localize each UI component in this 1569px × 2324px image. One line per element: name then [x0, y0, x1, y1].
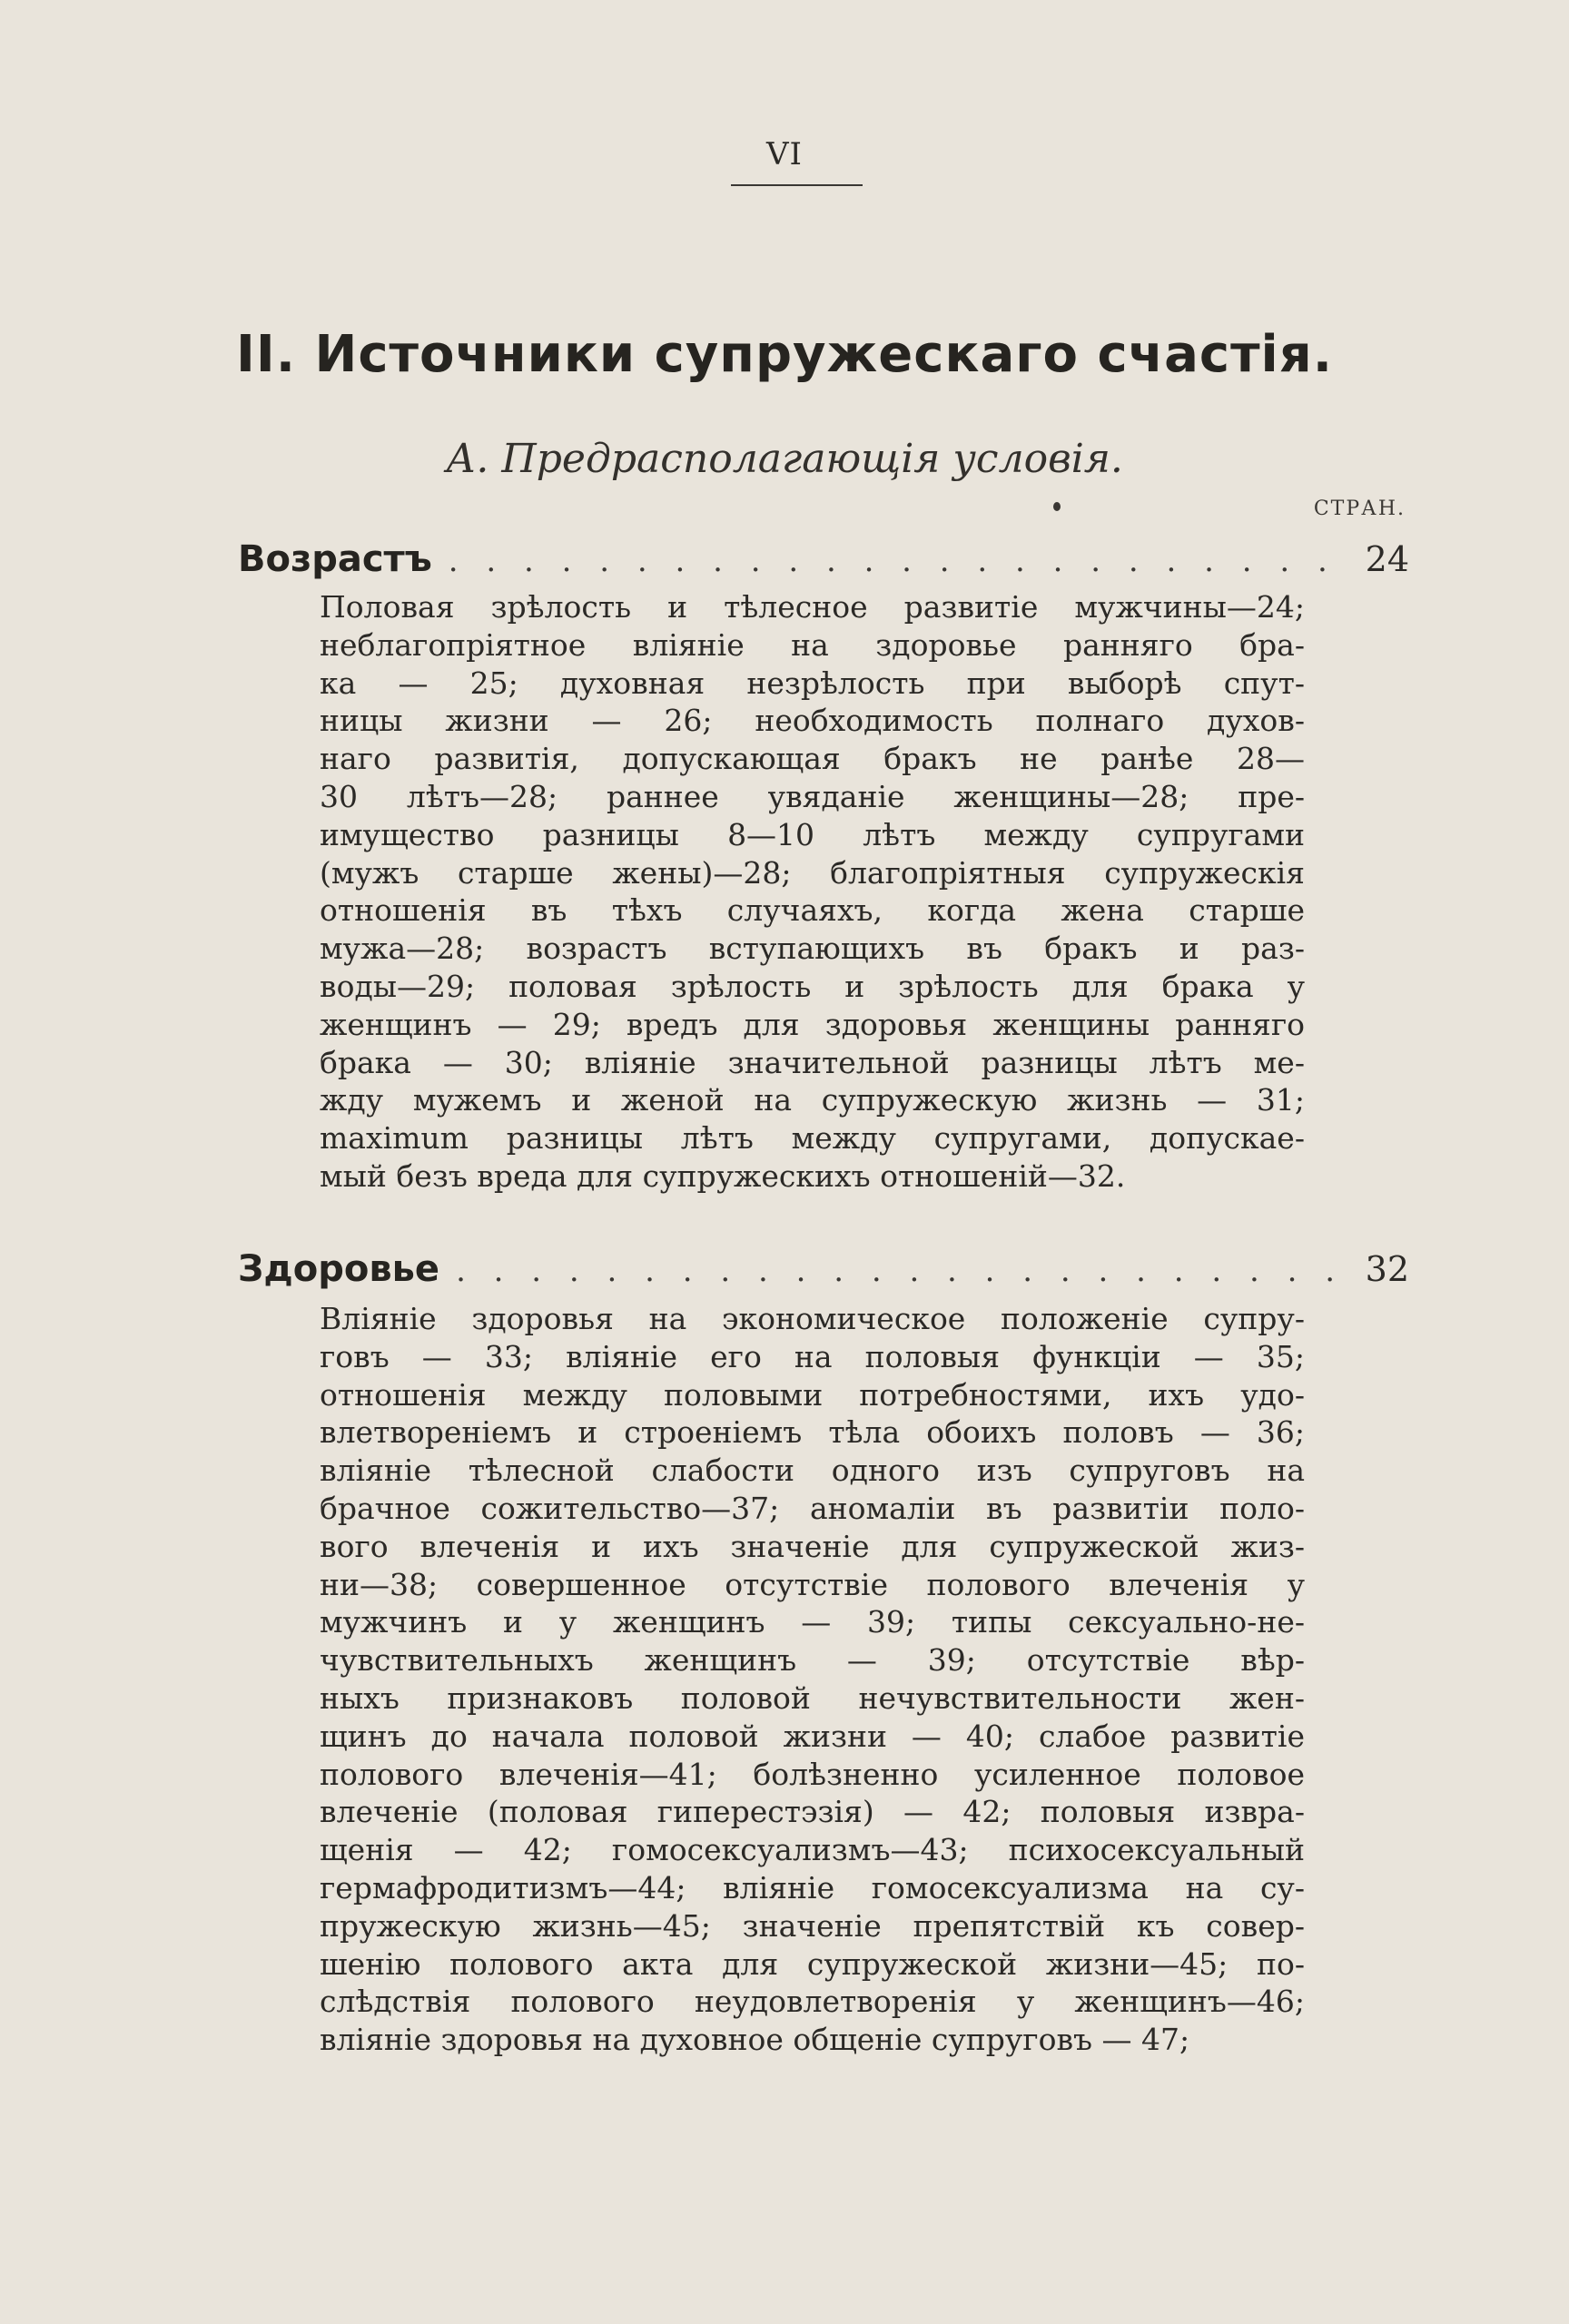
description-line: чувствительныхъ женщинъ — 39; отсутствіе вѣр-: [320, 1642, 1305, 1679]
description-line: ни—38; совершенное отсутствіе полового влеченія у: [320, 1566, 1305, 1602]
description-line: мужа—28; возрастъ вступающихъ въ бракъ и раз-: [320, 931, 1305, 967]
description-line: жду мужемъ и женой на супружескую жизнь — 31;: [320, 1082, 1305, 1118]
description-line: полового влеченія—41; болѣзненно усиленное половое: [320, 1756, 1305, 1792]
description-line: maximum разницы лѣтъ между супругами, допускае-: [320, 1120, 1305, 1157]
header-rule: [731, 184, 863, 186]
description-line: слѣдствія полового неудовлетворенія у женщинъ—46;: [320, 1984, 1305, 2020]
description-line: Половая зрѣлость и тѣлесное развитіе мужчины—24;: [320, 589, 1305, 625]
toc-entry-health: [238, 1248, 1409, 1303]
description-line: мый безъ вреда для супружескихъ отношеній—32.: [320, 1157, 1126, 1194]
description-line: воды—29; половая зрѣлость и зрѣлость для брака у: [320, 968, 1305, 1004]
description-line: шенію полового акта для супружеской жизни—45; по-: [320, 1945, 1305, 1982]
description-line: пружескую жизнь—45; значеніе препятствій къ совер-: [320, 1907, 1305, 1944]
entry-description: [320, 588, 1305, 1196]
subsection-title: А. Предрасполагающія условія.: [446, 436, 1123, 482]
description-line: наго развитія, допускающая бракъ не ранѣе 28—: [320, 741, 1305, 777]
description-line: ныхъ признаковъ половой нечувствительности жен-: [320, 1679, 1305, 1716]
description-line: брака — 30; вліяніе значительной разницы лѣтъ ме-: [320, 1044, 1305, 1080]
toc-entry-age: [238, 538, 1409, 593]
description-line: щенія — 42; гомосексуализмъ—43; психосексуальный: [320, 1832, 1305, 1868]
part-title: II. Источники супружескаго счастія.: [236, 325, 1333, 384]
description-line: щинъ до начала половой жизни — 40; слабое развитіе: [320, 1718, 1305, 1754]
entry-page-number: 32: [1365, 1249, 1409, 1289]
description-line: отношенія въ тѣхъ случаяхъ, когда жена старше: [320, 892, 1305, 929]
entry-title: Возрастъ: [238, 538, 432, 580]
description-line: ка — 25; духовная незрѣлость при выборѣ спут-: [320, 665, 1305, 701]
description-line: влеченіе (половая гиперестэзія) — 42; половыя извра-: [320, 1794, 1305, 1830]
description-line: Вліяніе здоровья на экономическое положеніе супру-: [320, 1301, 1305, 1336]
description-line: вліяніе тѣлесной слабости одного изъ супруговъ на: [320, 1452, 1305, 1489]
entry-title: Здоровье: [238, 1248, 440, 1290]
description-line: влетвореніемъ и строеніемъ тѣла обоихъ половъ — 36;: [320, 1414, 1305, 1451]
description-line: отношенія между половыми потребностями, ихъ удо-: [320, 1376, 1305, 1413]
entry-page-number: 24: [1365, 539, 1409, 579]
description-line: неблагопріятное вліяніе на здоровье ранняго бра-: [320, 626, 1305, 663]
description-line: женщинъ — 29; вредъ для здоровья женщины ранняго: [320, 1006, 1305, 1042]
description-line: говъ — 33; вліяніе его на половыя функціи — 35;: [320, 1338, 1305, 1374]
entry-description: [320, 1300, 1305, 2059]
description-line: 30 лѣтъ—28; раннее увяданіе женщины—28; пре-: [320, 778, 1305, 814]
description-line: гермафродитизмъ—44; вліяніе гомосексуализма на су-: [320, 1869, 1305, 1905]
description-line: вліяніе здоровья на духовное общеніе супруговъ — 47;: [320, 2022, 1190, 2058]
description-line: брачное сожительство—37; аномаліи въ развитіи поло-: [320, 1490, 1305, 1526]
description-line: ницы жизни — 26; необходимость полнаго духов-: [320, 703, 1305, 739]
description-line: вого влеченія и ихъ значеніе для супружеской жиз-: [320, 1528, 1305, 1564]
dot-leader: [449, 543, 1349, 579]
description-line: имущество разницы 8—10 лѣтъ между супругами: [320, 816, 1305, 852]
ink-mark: [1053, 502, 1061, 511]
page-column-label: СТРАН.: [1313, 497, 1406, 520]
description-line: мужчинъ и у женщинъ — 39; типы сексуально-не-: [320, 1604, 1305, 1640]
description-line: (мужъ старше жены)—28; благопріятныя супружескія: [320, 854, 1305, 891]
page-number: VI: [766, 136, 803, 172]
dot-leader: [456, 1253, 1349, 1289]
